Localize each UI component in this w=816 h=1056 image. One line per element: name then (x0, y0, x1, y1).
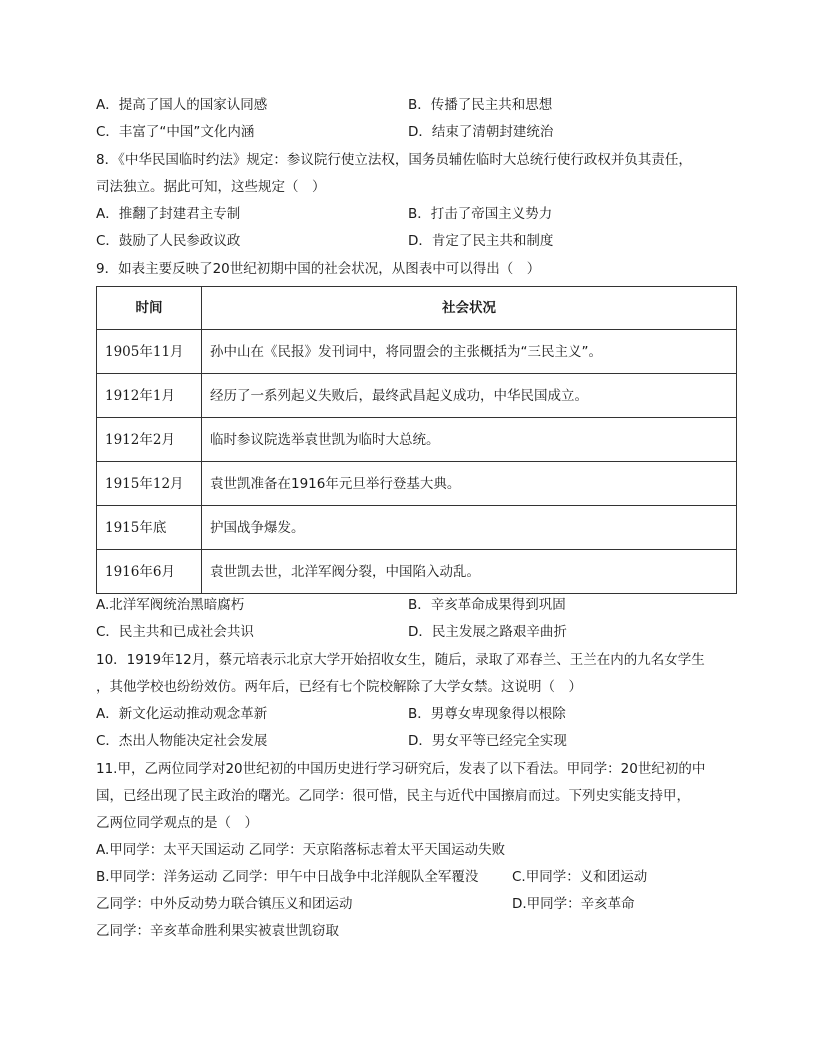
q11-stem-line2: 国，已经出现了民主政治的曙光。乙同学：很可惜，民主与近代中国擦肩而过。下列史实能支持甲， (96, 788, 690, 804)
q10-option-a: A．新文化运动推动观念革新 (96, 706, 268, 722)
q7-option-a: A．提高了国人的国家认同感 (96, 97, 268, 113)
table-header-row (97, 287, 737, 330)
row-event: 护国战争爆发。 (202, 506, 737, 550)
row-time: 1915年底 (97, 506, 202, 550)
table-row (97, 374, 737, 418)
q10-option-d: D．男女平等已经完全实现 (408, 733, 567, 749)
q11-option-d-part1: D.甲同学：辛亥革命 (512, 896, 635, 912)
header-social-status: 社会状况 (202, 287, 737, 330)
q7-option-d: D．结束了清朝封建统治 (408, 124, 554, 140)
q11-stem-line3: 乙两位同学观点的是（ ） (96, 815, 258, 831)
q7-option-c: C．丰富了“中国”文化内涵 (96, 124, 255, 140)
table-row (97, 418, 737, 462)
q9-option-a: A.北洋军阀统治黑暗腐朽 (96, 597, 245, 613)
table-row (97, 506, 737, 550)
row-event: 临时参议院选举袁世凯为临时大总统。 (202, 418, 737, 462)
q11-option-d-part2: 乙同学：辛亥革命胜利果实被袁世凯窃取 (96, 923, 339, 939)
row-time: 1915年12月 (97, 462, 202, 506)
q8-option-b: B．打击了帝国主义势力 (408, 206, 553, 222)
table-row (97, 550, 737, 594)
row-time: 1916年6月 (97, 550, 202, 594)
q8-stem-line1: 8．《中华民国临时约法》规定：参议院行使立法权，国务员辅佐临时大总统行使行政权并负其责任， (96, 152, 692, 168)
history-table (96, 286, 737, 594)
row-time: 1912年2月 (97, 418, 202, 462)
q9-option-b: B．辛亥革命成果得到巩固 (408, 597, 566, 613)
q10-option-b: B．男尊女卑现象得以根除 (408, 706, 566, 722)
q8-option-c: C．鼓励了人民参政议政 (96, 233, 241, 249)
q10-stem-line2: ，其他学校也纷纷效仿。两年后，已经有七个院校解除了大学女禁。这说明（ ） (96, 679, 582, 695)
q8-stem-line2: 司法独立。据此可知，这些规定（ ） (96, 179, 326, 195)
table-row (97, 330, 737, 374)
q10-option-c: C．杰出人物能决定社会发展 (96, 733, 268, 749)
row-time: 1912年1月 (97, 374, 202, 418)
row-event: 经历了一系列起义失败后，最终武昌起义成功，中华民国成立。 (202, 374, 737, 418)
q11-option-b: B.甲同学：洋务运动 乙同学：甲午中日战争中北洋舰队全军覆没 (96, 869, 479, 885)
q11-option-c-part1: C.甲同学：义和团运动 (512, 869, 648, 885)
q11-option-a: A.甲同学：太平天国运动 乙同学：天京陷落标志着太平天国运动失败 (96, 842, 506, 858)
q11-stem-line1: 11.甲，乙两位同学对20世纪初的中国历史进行学习研究后，发表了以下看法。甲同学：20世纪初的中 (96, 761, 706, 777)
q8-option-d: D．肯定了民主共和制度 (408, 233, 554, 249)
q8-option-a: A．推翻了封建君主专制 (96, 206, 241, 222)
q9-option-c: C．民主共和已成社会共识 (96, 624, 254, 640)
row-event: 袁世凯去世，北洋军阀分裂，中国陷入动乱。 (202, 550, 737, 594)
q9-stem: 9．如表主要反映了20世纪初期中国的社会状况，从图表中可以得出（ ） (96, 261, 541, 277)
q11-option-c-part2: 乙同学：中外反动势力联合镇压义和团运动 (96, 896, 353, 912)
row-event: 孙中山在《民报》发刊词中，将同盟会的主张概括为“三民主义”。 (202, 330, 737, 374)
row-event: 袁世凯准备在1916年元旦举行登基大典。 (202, 462, 737, 506)
q10-stem-line1: 10．1919年12月，蔡元培表示北京大学开始招收女生，随后，录取了邓春兰、王兰在内的九名女学生 (96, 652, 705, 668)
table-row (97, 462, 737, 506)
row-time: 1905年11月 (97, 330, 202, 374)
q9-option-d: D．民主发展之路艰辛曲折 (408, 624, 567, 640)
header-time: 时间 (97, 287, 202, 330)
q7-option-b: B．传播了民主共和思想 (408, 97, 553, 113)
